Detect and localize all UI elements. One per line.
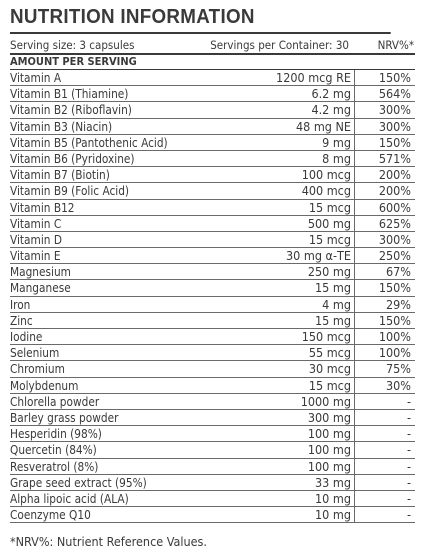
nutrient-nrv: 67% [386, 264, 411, 280]
nutrient-name: Selenium [10, 345, 60, 361]
table-row [10, 216, 415, 232]
nutrient-amount: 4 mg [259, 297, 355, 312]
nutrient-nrv: 300% [378, 231, 411, 247]
nutrient-amount: 10 mg [259, 507, 355, 522]
nutrient-name: Quercetin (84%) [10, 442, 97, 458]
nutrient-amount: 15 mcg [259, 232, 355, 247]
nutrient-name: Manganese [10, 280, 71, 296]
nutrient-amount: 30 mg α-TE [259, 248, 355, 263]
nrv-column-header: NRV%* [377, 38, 414, 52]
nutrient-name: Iron [10, 296, 31, 312]
nutrient-name: Vitamin B3 (Niacin) [10, 118, 113, 134]
nutrient-amount: 250 mg [259, 264, 355, 279]
nutrient-name: Vitamin B12 [10, 199, 75, 215]
nutrient-nrv: - [406, 507, 411, 523]
nutrient-amount: 55 mcg [259, 345, 355, 360]
nutrient-nrv: 250% [378, 248, 411, 264]
nutrient-name: Vitamin D [10, 231, 62, 247]
nutrient-name: Barley grass powder [10, 409, 119, 425]
nutrient-nrv: 150% [378, 312, 411, 328]
nutrient-name: Vitamin A [10, 70, 62, 85]
nutrient-nrv: 100% [378, 345, 411, 361]
nutrient-name: Vitamin E [10, 248, 61, 264]
nutrient-amount: 8 mg [259, 151, 355, 166]
table-row [10, 119, 415, 135]
nutrient-amount: 400 mcg [259, 183, 355, 198]
nutrient-amount: 15 mg [259, 313, 355, 328]
table-row [10, 297, 415, 313]
nutrient-nrv: 100% [378, 329, 411, 344]
nutrient-nrv: - [406, 442, 411, 458]
nutrient-nrv: 300% [378, 102, 411, 118]
nutrient-amount: 100 mcg [259, 167, 355, 182]
table-row [10, 345, 415, 361]
nutrient-name: Molybdenum [10, 377, 79, 393]
nutrient-nrv: 564% [378, 86, 411, 102]
nutrient-nrv: - [406, 393, 411, 409]
nutrient-amount: 10 mg [259, 491, 355, 506]
nutrient-name: Vitamin B5 (Pantothenic Acid) [10, 134, 168, 150]
nutrient-nrv: 29% [386, 296, 411, 312]
table-row [10, 426, 415, 442]
serving-size: Serving size: 3 capsules [10, 38, 135, 52]
table-row [10, 280, 415, 296]
table-row [10, 394, 415, 410]
table-row [10, 264, 415, 280]
table-row [10, 151, 415, 167]
nutrient-nrv: 30% [386, 377, 411, 393]
nutrient-amount: 1000 mg [259, 394, 355, 409]
nutrient-amount: 15 mcg [259, 378, 355, 393]
serving-header [10, 37, 415, 55]
nutrient-nrv: 200% [378, 183, 411, 199]
nutrient-amount: 1200 mcg RE [259, 70, 355, 85]
table-row [10, 135, 415, 151]
table-row [10, 491, 415, 507]
table-row [10, 102, 415, 118]
nutrient-amount: 4.2 mg [259, 102, 355, 117]
nutrient-name: Vitamin C [10, 215, 62, 231]
table-row [10, 410, 415, 426]
nutrient-nrv: 571% [378, 150, 411, 166]
nutrient-amount: 100 mg [259, 426, 355, 441]
nutrient-name: Magnesium [10, 264, 71, 280]
nutrient-name: Chlorella powder [10, 393, 100, 409]
table-row [10, 167, 415, 183]
table-row [10, 507, 415, 523]
nutrient-name: Alpha lipoic acid (ALA) [10, 490, 129, 506]
section-label: AMOUNT PER SERVING [10, 55, 415, 70]
nutrient-name: Iodine [10, 329, 43, 344]
footnote: *NRV%: Nutrient Reference Values. [10, 534, 207, 550]
nutrient-amount: 150 mcg [259, 329, 355, 344]
table-row [10, 232, 415, 248]
table-row [10, 183, 415, 199]
table-row [10, 200, 415, 216]
nutrient-name: Hesperidin (98%) [10, 426, 102, 442]
nutrient-nrv: - [406, 426, 411, 442]
nutrient-name: Zinc [10, 312, 33, 328]
nutrient-name: Resveratrol (8%) [10, 458, 99, 474]
nutrient-amount: 300 mg [259, 410, 355, 425]
nutrient-nrv: 625% [378, 215, 411, 231]
panel-title: NUTRITION INFORMATION [10, 6, 391, 34]
nutrient-name: Vitamin B2 (Riboflavin) [10, 102, 132, 118]
table-row [10, 442, 415, 458]
nutrient-name: Vitamin B6 (Pyridoxine) [10, 150, 135, 166]
nutrient-amount: 30 mcg [259, 361, 355, 376]
nutrient-amount: 48 mg NE [259, 119, 355, 134]
nutrient-name: Coenzyme Q10 [10, 507, 91, 523]
nutrient-nrv: - [406, 409, 411, 425]
nutrient-amount: 9 mg [259, 135, 355, 150]
nutrient-table [10, 70, 415, 523]
servings-per-container: Servings per Container: 30 [210, 38, 349, 52]
table-row [10, 248, 415, 264]
nutrient-name: Vitamin B7 (Biotin) [10, 167, 110, 183]
nutrient-nrv: 150% [378, 134, 411, 150]
table-row [10, 378, 415, 394]
table-row [10, 86, 415, 102]
nutrient-nrv: 200% [378, 167, 411, 183]
nutrient-name: Grape seed extract (95%) [10, 474, 147, 490]
nutrient-amount: 15 mcg [259, 200, 355, 215]
table-row [10, 475, 415, 491]
nutrient-amount: 6.2 mg [259, 86, 355, 101]
nutrient-nrv: 150% [378, 280, 411, 296]
nutrient-amount: 500 mg [259, 216, 355, 231]
nutrient-amount: 15 mg [259, 280, 355, 295]
nutrient-nrv: 300% [378, 118, 411, 134]
nutrient-amount: 100 mg [259, 442, 355, 457]
nutrient-nrv: - [406, 458, 411, 474]
nutrient-nrv: - [406, 490, 411, 506]
table-row [10, 459, 415, 475]
nutrient-name: Chromium [10, 361, 65, 377]
nutrient-amount: 100 mg [259, 459, 355, 474]
nutrient-name: Vitamin B9 (Folic Acid) [10, 183, 130, 199]
nutrition-panel [10, 6, 415, 549]
nutrient-amount: 33 mg [259, 475, 355, 490]
nutrient-name: Vitamin B1 (Thiamine) [10, 86, 129, 102]
nutrient-nrv: 75% [386, 361, 411, 377]
table-row [10, 313, 415, 329]
nutrient-nrv: 150% [378, 70, 411, 85]
table-row [10, 70, 415, 86]
table-row [10, 329, 415, 345]
table-row [10, 361, 415, 377]
nutrient-nrv: 600% [378, 199, 411, 215]
nutrient-nrv: - [406, 474, 411, 490]
